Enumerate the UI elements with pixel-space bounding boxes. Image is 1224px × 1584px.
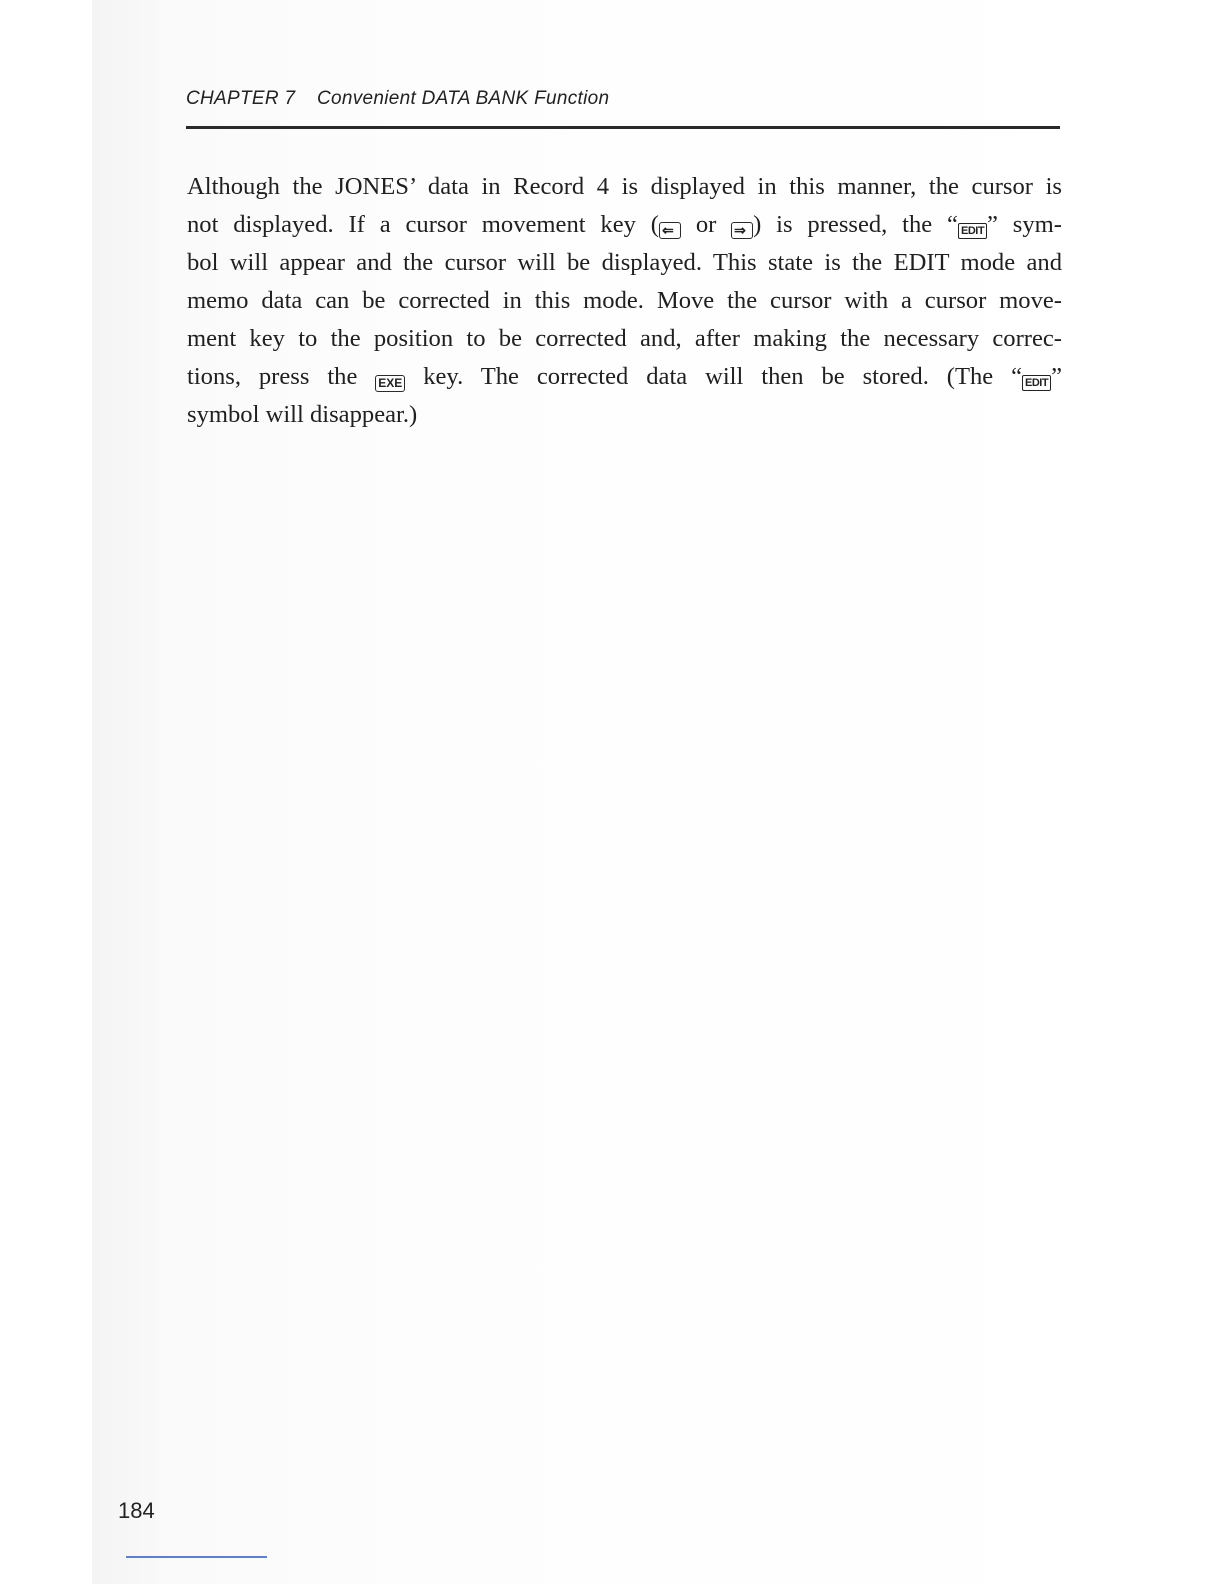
text-span: or: [680, 211, 732, 238]
chapter-title: Convenient DATA BANK Function: [316, 88, 610, 109]
text-span: ”: [1051, 363, 1062, 390]
text-span: ” sym-: [987, 211, 1062, 238]
chapter-label: CHAPTER 7: [186, 88, 296, 109]
text-line: ment key to the position to be corrected and, after making the necessary correc-: [187, 325, 1062, 352]
text-line: bol will appear and the cursor will be displayed. This state is the EDIT mode and: [187, 249, 1062, 276]
text-span: tions, press the: [187, 363, 358, 390]
bottom-mark: [126, 1556, 267, 1558]
text-line: [187, 358, 1062, 396]
text-span: ) is pressed, the “: [753, 211, 958, 238]
text-span: not displayed. If a cursor movement key (: [187, 211, 659, 238]
text-line: symbol will disappear.): [187, 401, 418, 428]
header-rule: [186, 126, 1060, 129]
edit-symbol-icon: EDIT: [1022, 375, 1051, 391]
text-span: key. The corrected data will then be stored. (The “: [423, 363, 1023, 390]
page-number: 184: [118, 1498, 155, 1523]
cursor-left-key-icon: ⇐: [659, 222, 681, 239]
body-paragraph: [187, 168, 1062, 434]
running-header: [186, 88, 1060, 118]
edit-symbol-icon: EDIT: [958, 223, 987, 239]
text-line: memo data can be corrected in this mode. Move the cursor with a cursor move-: [187, 287, 1062, 314]
text-line: Although the JONES’ data in Record 4 is displayed in this manner, the cursor is: [187, 173, 1062, 200]
text-line: [187, 206, 1062, 244]
cursor-right-key-icon: ⇒: [731, 222, 753, 239]
exe-key-icon: EXE: [375, 375, 405, 392]
